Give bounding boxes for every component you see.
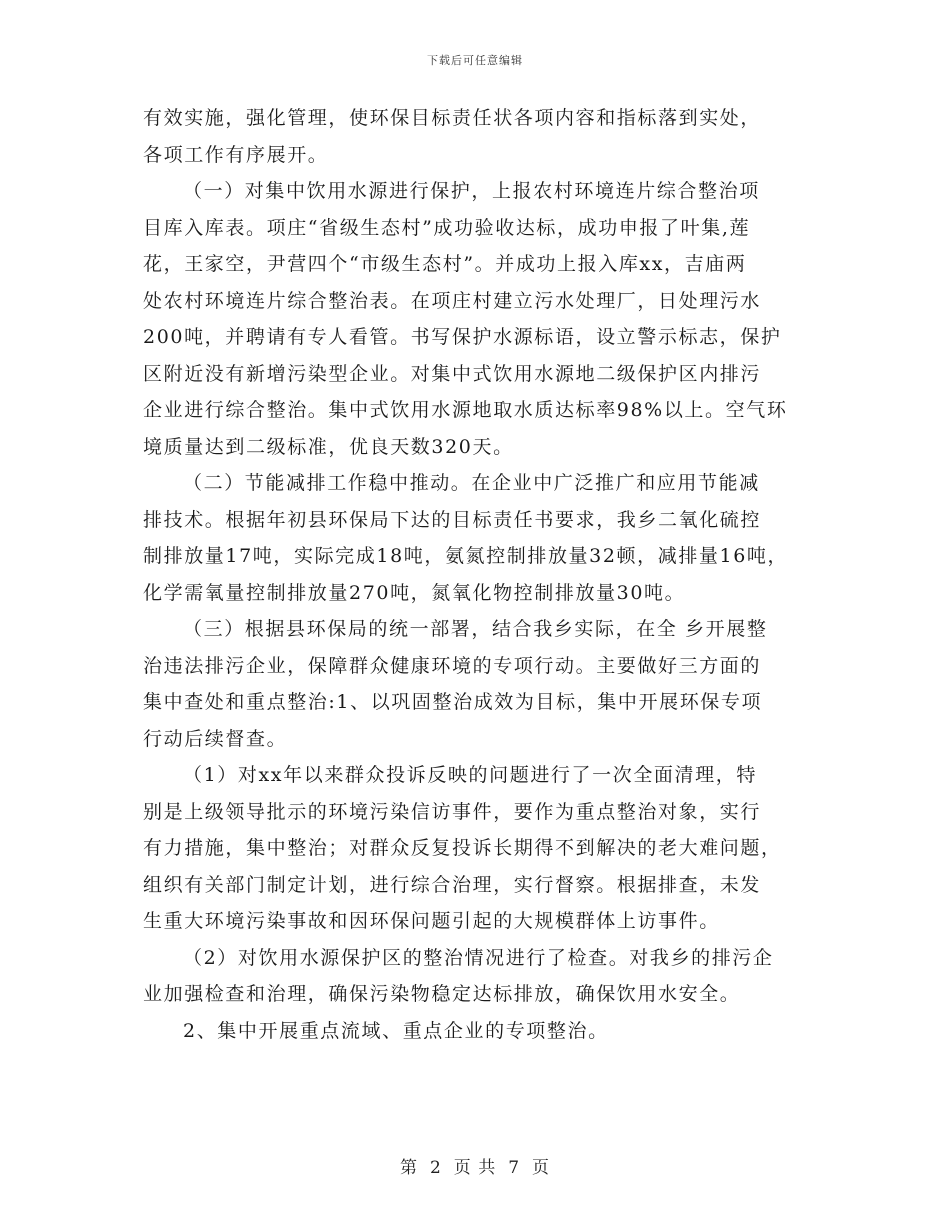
- text-line: 生重大环境污染事故和因环保问题引起的大规模群体上访事件。: [143, 910, 720, 932]
- text-line: 别是上级领导批示的环境污染信访事件，要作为重点整治对象，实行: [143, 800, 762, 823]
- text-line: 花，王家空，尹营四个“市级生态村”。并成功上报入库xx，吉庙两: [143, 253, 747, 275]
- footer-mid: 页 共: [453, 1158, 497, 1178]
- text-line: 2、集中开展重点流域、重点企业的专项整治。: [183, 1019, 609, 1042]
- text-line: 集中查处和重点整治:1、以巩固整治成效为目标，集中开展环保专项: [143, 691, 763, 713]
- text-line: 处农村环境连片综合整治表。在项庄村建立污水处理厂，日处理污水: [143, 289, 762, 312]
- text-line: （2）对饮用水源保护区的整治情况进行了检查。对我乡的排污企: [183, 946, 774, 969]
- text-line: 有效实施，强化管理，使环保目标责任状各项内容和指标落到实处，: [143, 107, 762, 129]
- text-line: 化学需氧量控制排放量270吨，氮氧化物控制排放量30吨。: [143, 581, 686, 604]
- text-line: 目库入库表。项庄“省级生态村”成功验收达标，成功申报了叶集,莲: [143, 216, 751, 239]
- text-line: 行动后续督查。: [143, 727, 288, 750]
- text-line: 排技术。根据年初县环保局下达的目标责任书要求，我乡二氧化硫控: [143, 508, 762, 531]
- page-footer: [0, 1153, 950, 1178]
- text-line: 制排放量17吨，实际完成18吨，氨氮控制排放量32顿，减排量16吨，: [143, 545, 789, 567]
- text-line: （二）节能减排工作稳中推动。在企业中广泛推广和应用节能减: [183, 472, 760, 494]
- footer-total-pages: 7: [508, 1158, 521, 1178]
- footer-page-number: 2: [429, 1158, 442, 1178]
- text-line: 有力措施，集中整治；对群众反复投诉长期得不到解决的老大难问题，: [143, 837, 782, 859]
- footer-suffix: 页: [532, 1158, 551, 1178]
- text-line: 各项工作有序展开。: [143, 143, 329, 166]
- text-line: 企业进行综合整治。集中式饮用水源地取水质达标率98%以上。空气环: [143, 399, 788, 421]
- text-line: 区附近没有新增污染型企业。对集中式饮用水源地二级保护区内排污: [143, 362, 762, 385]
- footer-prefix: 第: [399, 1158, 418, 1178]
- text-line: 境质量达到二级标准，优良天数320天。: [143, 435, 514, 458]
- text-line: 治违法排污企业，保障群众健康环境的专项行动。主要做好三方面的: [143, 654, 762, 677]
- text-line: （1）对xx年以来群众投诉反映的问题进行了一次全面清理，特: [183, 764, 757, 786]
- header-note: 下载后可任意编辑: [427, 54, 523, 67]
- text-line: 200吨，并聘请有专人看管。书写保护水源标语，设立警示标志，保护: [143, 326, 782, 348]
- document-body: [143, 100, 811, 1049]
- text-line: （三）根据县环保局的统一部署，结合我乡实际，在全 乡开展整: [183, 618, 768, 640]
- text-line: 组织有关部门制定计划，进行综合治理，实行督察。根据排查，未发: [143, 873, 762, 896]
- text-line: 业加强检查和治理，确保污染物稳定达标排放，确保饮用水安全。: [143, 983, 741, 1005]
- text-line: （一）对集中饮用水源进行保护，上报农村环境连片综合整治项: [183, 180, 760, 202]
